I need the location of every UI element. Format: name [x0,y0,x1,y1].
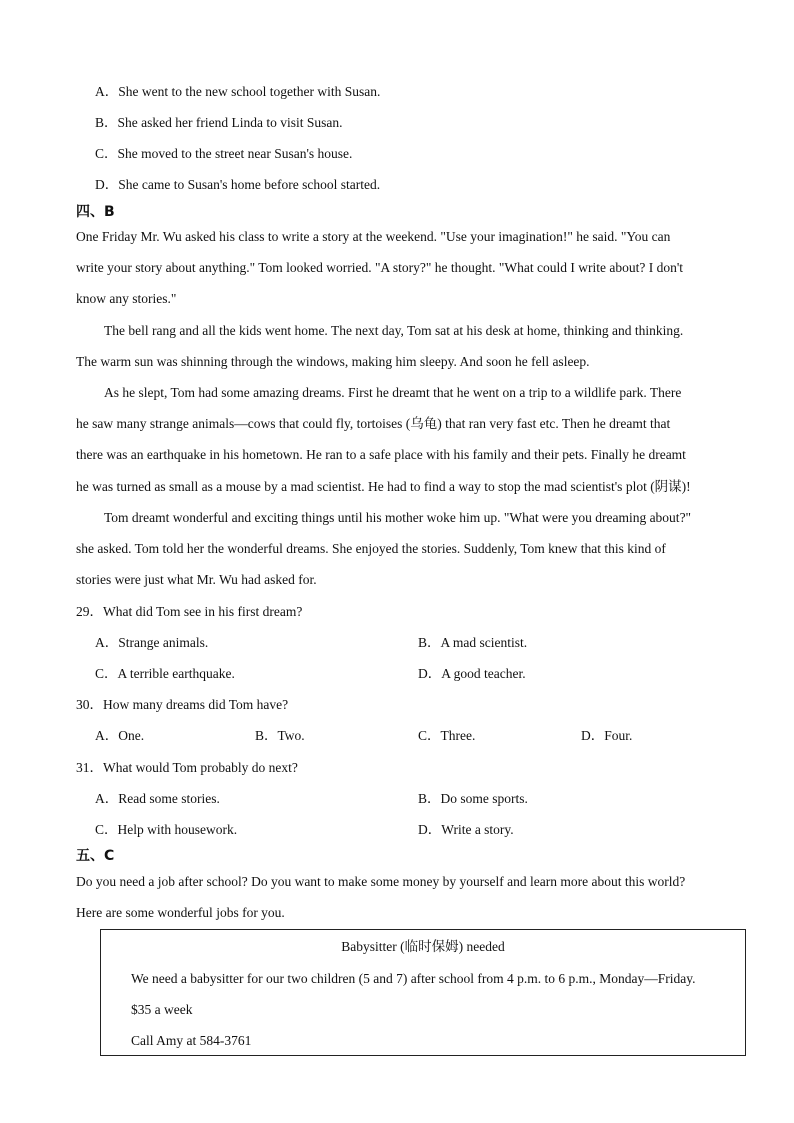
passage-line: As he slept, Tom had some amazing dreams. First he dreamt that he went on a trip to a wildlife park. There [104,385,682,400]
passage-line: she asked. Tom told her the wonderful dreams. She enjoyed the stories. Suddenly, Tom knew that this kind of [76,541,666,556]
job-ad-box [100,929,746,1056]
passage-line: The bell rang and all the kids went home. The next day, Tom sat at his desk at home, thinking and thinking. [104,323,684,338]
answer-option: C．Help with housework. [95,822,238,837]
option-b: B．She asked her friend Linda to visit Susan. [95,115,343,130]
passage-line: stories were just what Mr. Wu had asked for. [76,572,317,587]
answer-option: C．Three. [418,728,476,743]
option-c: C．She moved to the street near Susan's house. [95,146,353,161]
section-heading: 五、C [76,848,115,864]
passage-line: Here are some wonderful jobs for you. [76,905,285,920]
passage-line: he was turned as small as a mouse by a mad scientist. He had to find a way to stop the mad scientist's plot (阴谋)! [76,479,691,494]
ad-contact: Call Amy at 584-3761 [131,1033,252,1048]
option-d: D．She came to Susan's home before school started. [95,177,381,192]
passage-line: he saw many strange animals—cows that could fly, tortoises (乌龟) that ran very fast etc. Then he dreamt that [76,416,671,431]
answer-option: D．Four. [581,728,633,743]
question-stem: 31．What would Tom probably do next? [76,760,298,775]
ad-pay: $35 a week [131,1002,193,1017]
answer-option: A．Read some stories. [95,791,220,806]
passage-line: The warm sun was shinning through the windows, making him sleepy. And soon he fell asleep. [76,354,590,369]
passage-line: One Friday Mr. Wu asked his class to write a story at the weekend. "Use your imagination!" he said. "You can [76,229,671,244]
question-stem: 29．What did Tom see in his first dream? [76,604,303,619]
passage-line: Do you need a job after school? Do you want to make some money by yourself and learn more about this world? [76,874,686,889]
answer-option: B．Do some sports. [418,791,528,806]
ad-title: Babysitter (临时保姆) needed [341,939,505,954]
answer-option: B．A mad scientist. [418,635,528,650]
passage-line: write your story about anything." Tom looked worried. "A story?" he thought. "What could I write about? I don't [76,260,684,275]
passage-line: there was an earthquake in his hometown. He ran to a safe place with his family and their pets. Finally he dreamt [76,447,686,462]
option-a: A．She went to the new school together with Susan. [95,84,381,99]
ad-body: We need a babysitter for our two children (5 and 7) after school from 4 p.m. to 6 p.m., Monday—Friday. [131,971,696,986]
passage-line: Tom dreamt wonderful and exciting things until his mother woke him up. "What were you dreaming about?" [104,510,692,525]
section-heading: 四、B [76,204,115,220]
answer-option: A．Strange animals. [95,635,209,650]
answer-option: A．One. [95,728,145,743]
answer-option: C．A terrible earthquake. [95,666,235,681]
answer-option: D．Write a story. [418,822,514,837]
answer-option: D．A good teacher. [418,666,526,681]
question-stem: 30．How many dreams did Tom have? [76,697,289,712]
passage-line: know any stories." [76,291,177,306]
answer-option: B．Two. [255,728,305,743]
